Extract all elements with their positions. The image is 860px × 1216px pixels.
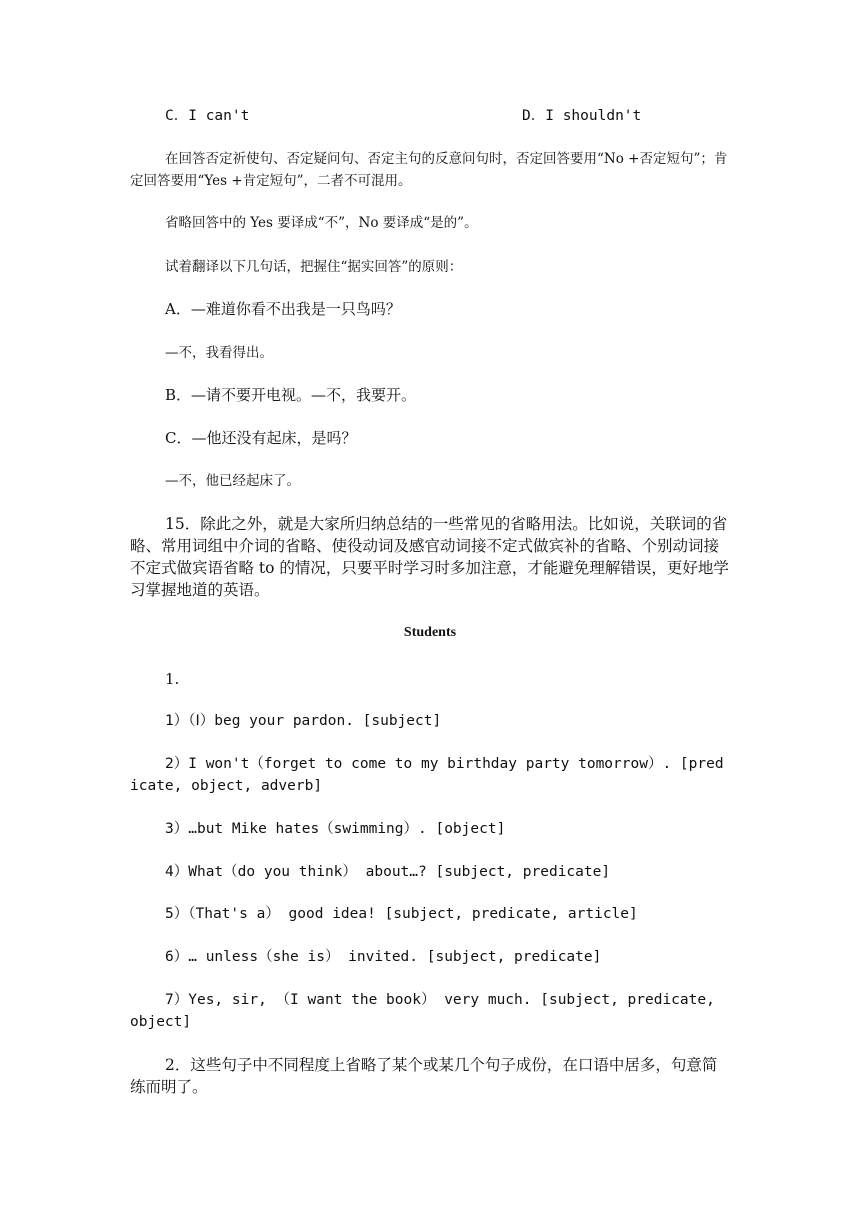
answer-3: 3）…but Mike hates（swimming）. [object] [165,821,506,837]
translation-a-answer: —不，我看得出。 [165,345,273,361]
answer-4: 4）What（do you think） about…? [subject, predicate] [165,864,611,880]
option-d: D．I shouldn't [522,108,642,124]
section-title: Students [403,625,457,640]
option-c: C．I can't [165,108,250,124]
item-15-paragraph: 15．除此之外，就是大家所归纳总结的一些常见的省略用法。比如说，关联词的省略、常用词组中介词的省略、使役动词及感官动词接不定式做宾补的省略、个别动词接不定式做宾语省略 to 的情况，只要平时学习时多加注意，才能避免理解错误，更好地学习掌握地道的英语。 [130,515,729,599]
question-1-label: 1. [165,670,180,688]
note-paragraph-3: 试着翻译以下几句话，把握住“据实回答”的原则： [165,259,463,275]
answer-2: 2）I won't（forget to come to my birthday party tomorrow）. [predicate, object, adverb] [130,756,724,794]
translation-c-question: C．—他还没有起床，是吗？ [165,429,357,447]
answer-7: 7）Yes, sir, （I want the book） very much. [subject, predicate, object] [130,992,715,1030]
answer-1: 1）（Ⅰ）beg your pardon. [subject] [165,713,442,729]
item-2-paragraph: 2．这些句子中不同程度上省略了某个或某几个句子成份，在口语中居多，句意简练而明了。 [130,1056,718,1096]
translation-b: B．—请不要开电视。—不，我要开。 [165,386,417,404]
answer-5: 5）（That's a） good idea! [subject, predicate, article] [165,906,638,922]
answer-6: 6）… unless（she is） invited. [subject, predicate] [165,949,602,965]
translation-c-answer: —不，他已经起床了。 [165,473,300,489]
note-paragraph-1: 在回答否定祈使句、否定疑问句、否定主句的反意问句时，否定回答要用“No +否定短句”；肯定回答要用“Yes +肯定短句”，二者不可混用。 [130,151,728,189]
translation-a-question: A．—难道你看不出我是一只鸟吗？ [165,300,401,318]
note-paragraph-2: 省略回答中的 Yes 要译成“不”，No 要译成“是的”。 [165,215,478,231]
